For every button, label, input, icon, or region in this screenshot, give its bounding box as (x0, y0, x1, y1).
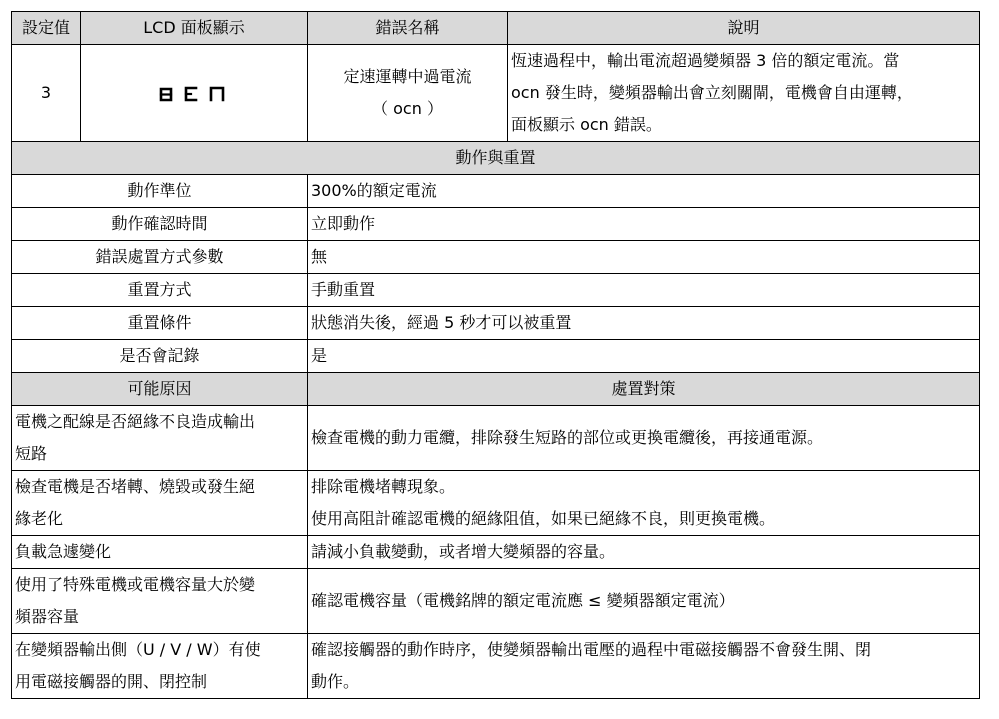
header-possible-cause: 可能原因 (12, 373, 308, 406)
lcd-display-cell (81, 45, 308, 142)
lcd-n-segment (211, 88, 223, 100)
cause-line2: 短路 (15, 444, 48, 463)
cause-line1: 電機之配線是否絕緣不良造成輸出 (15, 412, 256, 431)
setting-value: 3 (12, 45, 81, 142)
action-label: 動作準位 (12, 175, 308, 208)
cause-section-header (12, 373, 980, 406)
action-value: 手動重置 (308, 274, 980, 307)
cause-row (12, 569, 980, 634)
action-row (12, 307, 980, 340)
action-row (12, 175, 980, 208)
table-header-row (12, 12, 980, 45)
action-row (12, 340, 980, 373)
action-value: 300%的額定電流 (308, 175, 980, 208)
fault-info-table (11, 11, 980, 699)
action-label: 重置條件 (12, 307, 308, 340)
fix-line2: 動作。 (311, 672, 360, 691)
action-label: 動作確認時間 (12, 208, 308, 241)
cause-cell (12, 471, 308, 536)
header-error-name: 錯誤名稱 (308, 12, 508, 45)
header-description: 說明 (508, 12, 980, 45)
error-name-cell (308, 45, 508, 142)
cause-line1: 在變頻器輸出側（U / V / W）有使 (15, 640, 261, 659)
lcd-ocn-icon (158, 85, 230, 103)
cause-row (12, 471, 980, 536)
fix-cell (308, 569, 980, 634)
error-name-line2: （ ocn ） (372, 99, 443, 118)
fix-cell (308, 634, 980, 699)
cause-row (12, 536, 980, 569)
header-setting: 設定值 (12, 12, 81, 45)
cause-cell (12, 634, 308, 699)
action-value: 是 (308, 340, 980, 373)
fix-cell (308, 471, 980, 536)
fix-cell: 請減小負載變動，或者增大變頻器的容量。 (308, 536, 980, 569)
fault-table-container (11, 11, 979, 699)
fix-line1: 排除電機堵轉現象。 (311, 477, 456, 496)
action-section-header (12, 142, 980, 175)
cause-line2: 用電磁接觸器的開、閉控制 (15, 672, 208, 691)
cause-row (12, 406, 980, 471)
fix-cell (308, 406, 980, 471)
fault-row (12, 45, 980, 142)
action-row (12, 208, 980, 241)
fix-line1: 檢查電機的動力電纜，排除發生短路的部位或更換電纜後，再接通電源。 (311, 428, 824, 447)
cause-cell (12, 406, 308, 471)
action-value: 狀態消失後，經過 5 秒才可以被重置 (308, 307, 980, 340)
cause-cell: 負載急遽變化 (12, 536, 308, 569)
header-countermeasure: 處置對策 (308, 373, 980, 406)
action-row (12, 274, 980, 307)
action-value: 立即動作 (308, 208, 980, 241)
action-value: 無 (308, 241, 980, 274)
cause-line1: 使用了特殊電機或電機容量大於變 (15, 575, 256, 594)
description-line1: 恆速過程中，輸出電流超過變頻器 3 倍的額定電流。當 (511, 51, 900, 70)
cause-line2: 頻器容量 (15, 607, 80, 626)
description-cell (508, 45, 980, 142)
description-line3: 面板顯示 ocn 錯誤。 (511, 115, 662, 134)
action-label: 錯誤處置方式參數 (12, 241, 308, 274)
cause-line2: 緣老化 (15, 509, 64, 528)
action-label: 重置方式 (12, 274, 308, 307)
fix-line1: 確認接觸器的動作時序，使變頻器輸出電壓的過程中電磁接觸器不會發生開、閉 (311, 640, 872, 659)
action-label: 是否會記錄 (12, 340, 308, 373)
header-lcd: LCD 面板顯示 (81, 12, 308, 45)
description-line2: ocn 發生時，變頻器輸出會立刻關閘，電機會自由運轉， (511, 83, 913, 102)
cause-cell (12, 569, 308, 634)
fix-line2: 使用高阻計確認電機的絕緣阻值，如果已絕緣不良，則更換電機。 (311, 509, 776, 528)
action-row (12, 241, 980, 274)
error-name-line1: 定速運轉中過電流 (343, 67, 472, 86)
cause-row (12, 634, 980, 699)
fix-line1: 確認電機容量（電機銘牌的額定電流應 ≤ 變頻器額定電流） (311, 591, 735, 610)
action-section-title: 動作與重置 (12, 142, 980, 175)
cause-line1: 檢查電機是否堵轉、燒毀或發生絕 (15, 477, 256, 496)
